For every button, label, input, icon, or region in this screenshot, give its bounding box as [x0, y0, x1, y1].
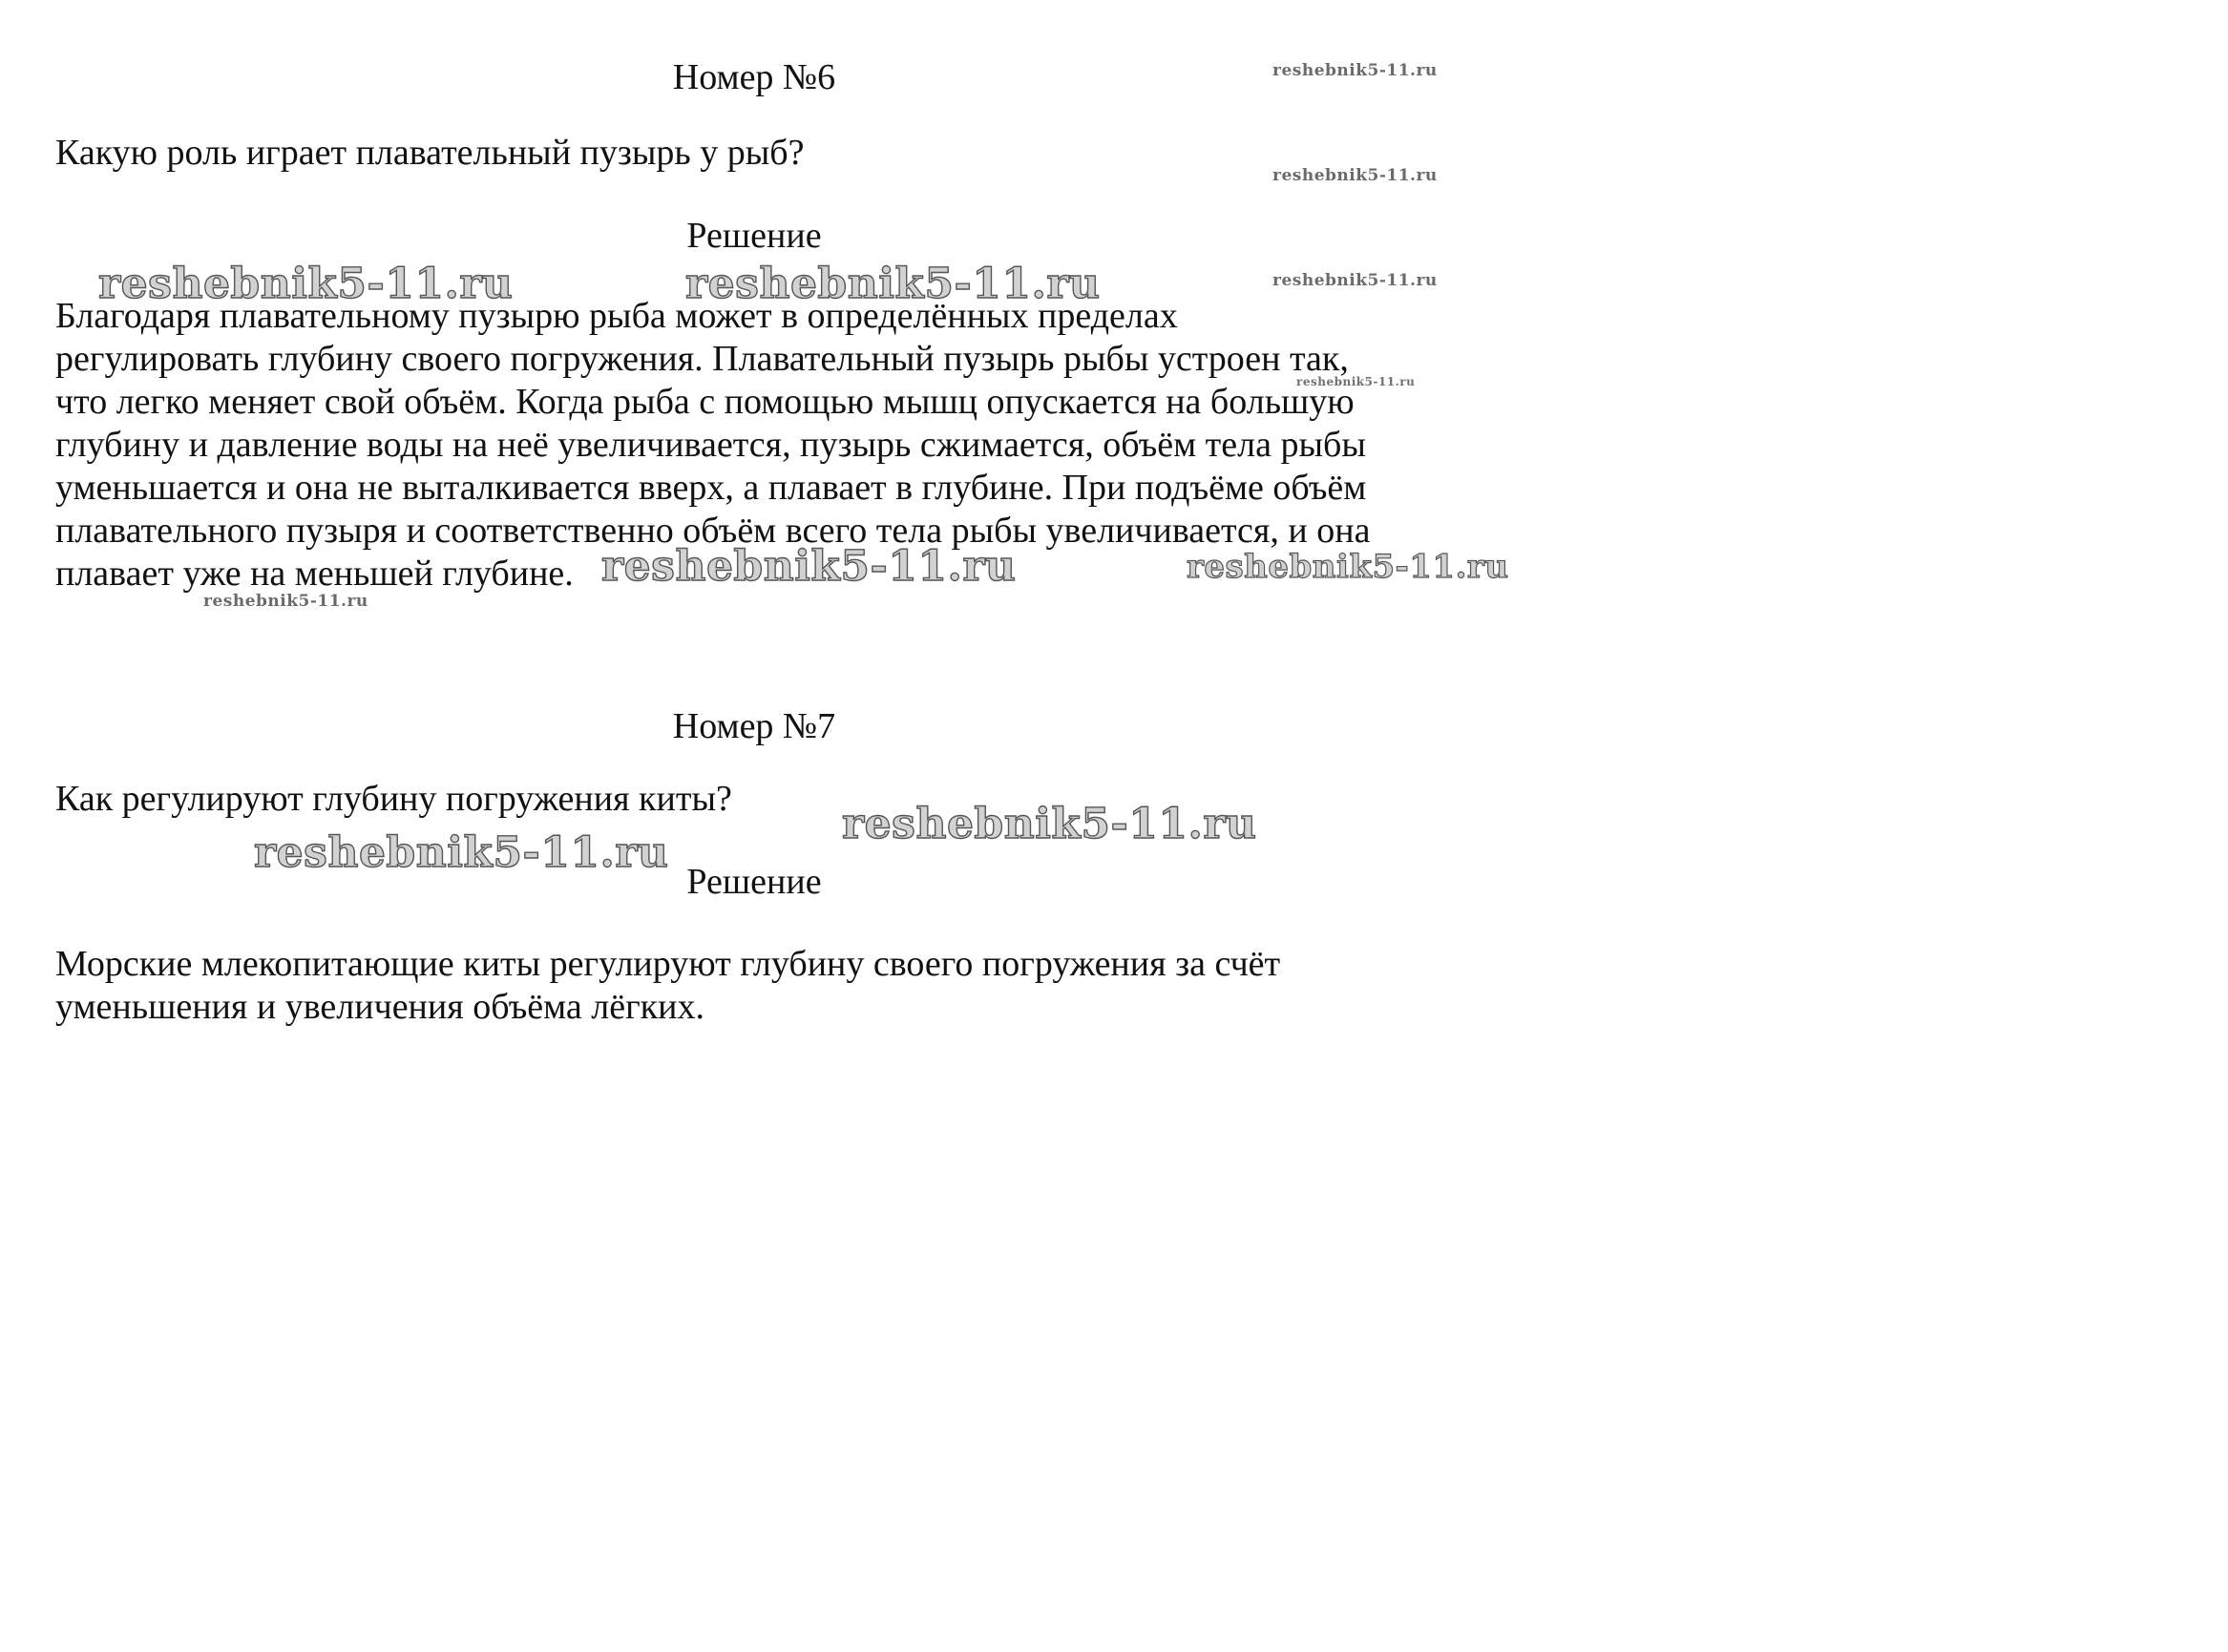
answer-line: что легко меняет свой объём. Когда рыба с помощью мышц опускается на большую [55, 382, 1355, 422]
watermark: reshebnik5-11.ru [203, 592, 368, 611]
answer-line: плавает уже на меньшей глубине. [55, 554, 574, 594]
watermark: reshebnik5-11.ru [1296, 375, 1416, 388]
answer-line: уменьшения и увеличения объёма лёгких. [55, 987, 704, 1027]
watermark: reshebnik5-11.ru [601, 542, 1017, 591]
watermark: reshebnik5-11.ru [685, 260, 1101, 308]
answer-line: плавательного пузыря и соответственно объём всего тела рыбы увеличивается, и она [55, 511, 1371, 551]
watermark: reshebnik5-11.ru [842, 800, 1257, 848]
task-6-solution-label: Решение [686, 216, 822, 256]
watermark: reshebnik5-11.ru [1187, 548, 1509, 586]
task-7-solution-label: Решение [686, 862, 822, 902]
watermark: reshebnik5-11.ru [254, 828, 669, 877]
answer-line: уменьшается и она не выталкивается вверх, а плавает в глубине. При подъёме объём [55, 468, 1367, 508]
watermark: reshebnik5-11.ru [98, 260, 514, 308]
task-6-question: Какую роль играет плавательный пузырь у рыб? [55, 133, 805, 173]
answer-line: Благодаря плавательному пузырю рыба может в определённых пределах [55, 296, 1178, 336]
document-page [0, 0, 1509, 1110]
task-7-question: Как регулируют глубину погружения киты? [55, 779, 732, 819]
task-7-answer [55, 943, 1468, 1029]
watermark: reshebnik5-11.ru [1272, 271, 1438, 290]
task-6-heading: Номер №6 [672, 57, 836, 97]
answer-line: регулировать глубину своего погружения. Плавательный пузырь рыбы устроен так, [55, 339, 1349, 379]
task-7-heading: Номер №7 [672, 706, 836, 746]
watermark: reshebnik5-11.ru [1272, 166, 1438, 185]
answer-line: глубину и давление воды на неё увеличивается, пузырь сжимается, объём тела рыбы [55, 425, 1366, 465]
answer-line: Морские млекопитающие киты регулируют глубину своего погружения за счёт [55, 944, 1281, 984]
watermark: reshebnik5-11.ru [1272, 61, 1438, 80]
